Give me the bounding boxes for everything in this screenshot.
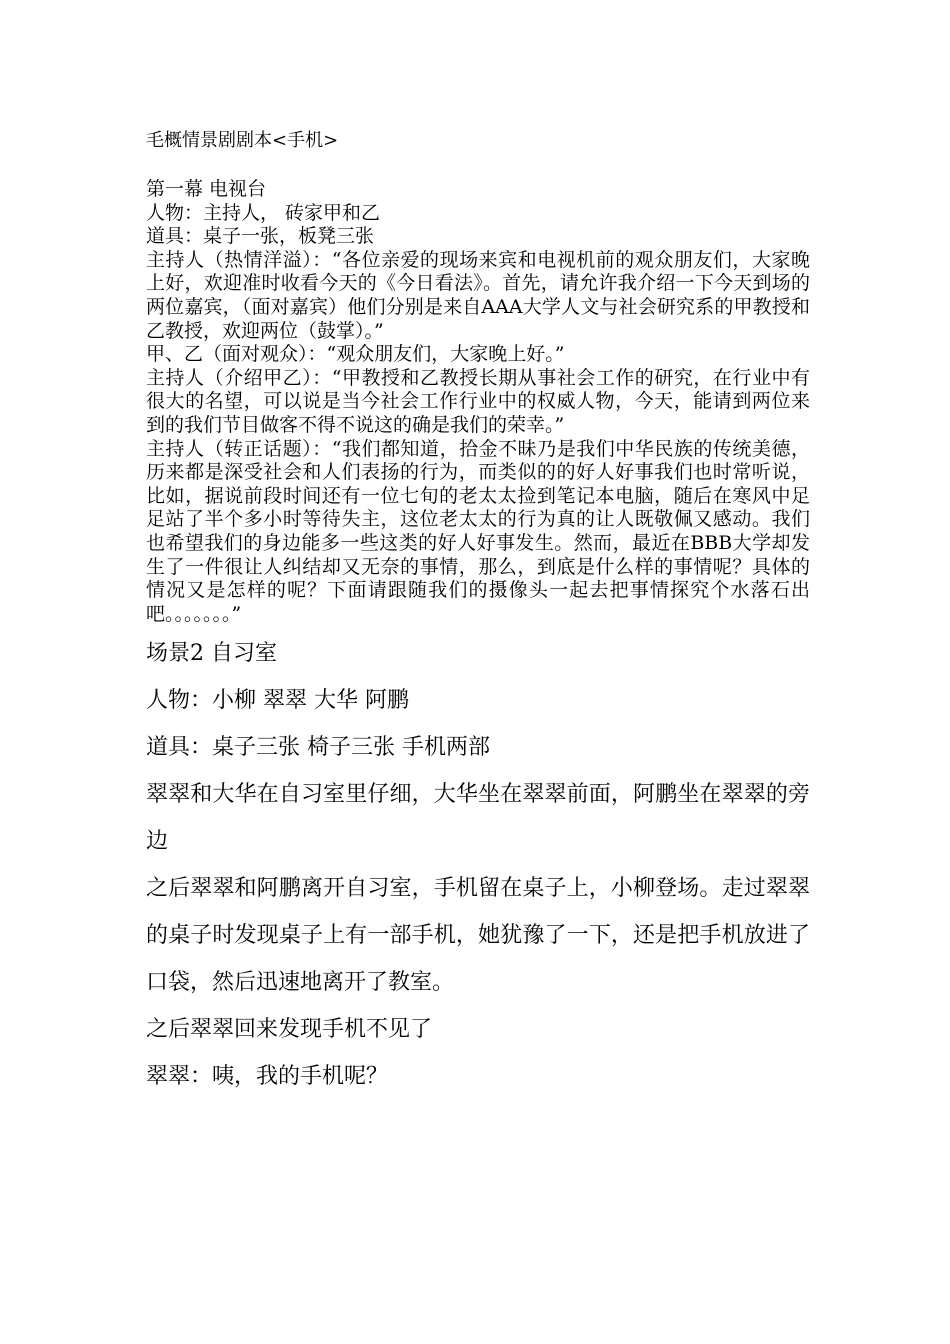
dialogue-line: 甲、乙（面对观众）：“观众朋友们，大家晚上好。” xyxy=(146,343,565,366)
scene-line: 之后翠翠回来发现手机不见了 xyxy=(146,1017,433,1043)
act-one-props: 道具：桌子一张，板凳三张 xyxy=(146,225,375,248)
document-page xyxy=(146,128,810,1100)
scene-line: 翠翠和大华在自习室里仔细，大华坐在翠翠前面，阿鹏坐在翠翠的旁边 xyxy=(146,782,810,855)
act-one-heading: 第一幕 电视台 xyxy=(146,178,267,200)
scene-line: 之后翠翠和阿鹏离开自习室，手机留在桌子上，小柳登场。走过翠翠的桌子时发现桌子上有一部手机，她犹豫了一下，还是把手机放进了口袋，然后迅速地离开了教室。 xyxy=(146,876,810,996)
scene-two-props: 道具：桌子三张 椅子三张 手机两部 xyxy=(146,735,490,761)
act-one-characters: 人物：主持人， 砖家甲和乙 xyxy=(146,201,381,224)
dialogue-line: 主持人（热情洋溢）：“各位亲爱的现场来宾和电视机前的观众朋友们，大家晚上好，欢迎准时收看今天的《今日看法》。首先，请允许我介绍一下今天到场的两位嘉宾，（面对嘉宾）他们分别是来自AAA大学人文与社会研究系的甲教授和乙教授，欢迎两位（鼓掌）。” xyxy=(146,248,810,342)
dialogue-line: 主持人（介绍甲乙）：“甲教授和乙教授长期从事社会工作的研究，在行业中有很大的名望，可以说是当今社会工作行业中的权威人物，今天，能请到两位来到的我们节目做客不得不说这的确是我们的荣幸。” xyxy=(146,366,810,436)
scene-two-characters: 人物：小柳 翠翠 大华 阿鹏 xyxy=(146,688,409,714)
document-title: 毛概情景剧剧本<手机> xyxy=(146,130,339,151)
dialogue-line: 主持人（转正话题）：“我们都知道，拾金不昧乃是我们中华民族的传统美德，历来都是深受社会和人们表扬的行为，而类似的的好人好事我们也时常听说，比如，据说前段时间还有一位七旬的老太太捡到笔记本电脑，随后在寒风中足足站了半个多小时等待失主，这位老太太的行为真的让人既敬佩又感动。我们也希望我们的身边能多一些这类的好人好事发生。然而，最近在BBB大学却发生了一件很让人纠结却又无奈的事情，那么，到底是什么样的事情呢？具体的情况又是怎样的呢？下面请跟随我们的摄像头一起去把事情探究个水落石出吧。。。。。。。” xyxy=(146,437,810,625)
scene-line: 翠翠：咦，我的手机呢？ xyxy=(146,1064,389,1090)
act-one xyxy=(146,178,810,626)
scene-two xyxy=(146,630,810,1100)
scene-two-heading: 场景2 自习室 xyxy=(146,641,277,667)
